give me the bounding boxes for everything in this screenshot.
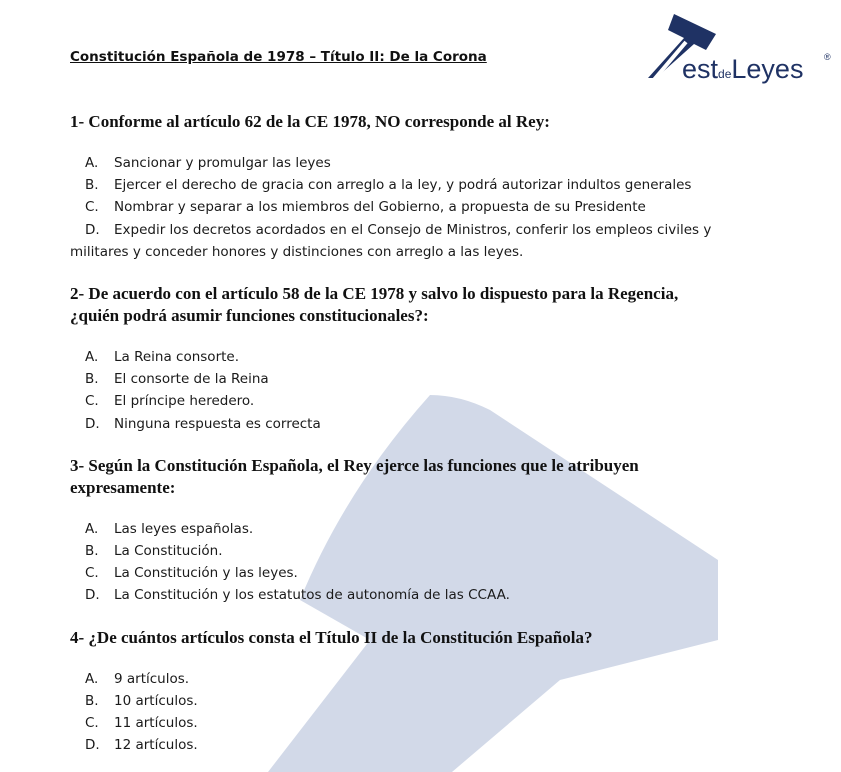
option-b: B. 10 artículos.: [85, 692, 198, 709]
option-c: C. La Constitución y las leyes.: [85, 565, 298, 582]
question-text: 3- Según la Constitución Española, el Rey ejerce las funciones que le atribuyen expresamente:: [70, 455, 639, 497]
option-d: D. Expedir los decretos acordados en el Consejo de Ministros, conferir los empleos civiles y militares y conceder honores y distinciones con arreglo a las leyes.: [70, 219, 720, 263]
question-3: [70, 455, 720, 607]
option-b: B. La Constitución.: [85, 543, 223, 560]
options-list: [70, 668, 720, 757]
testdeleyes-logo: [646, 12, 836, 84]
options-list: [70, 346, 720, 435]
options-list: [70, 152, 720, 263]
registered-mark: ®: [824, 52, 831, 62]
option-d: D. 12 artículos.: [85, 737, 198, 754]
option-c: C. 11 artículos.: [85, 715, 198, 732]
option-c: C. Nombrar y separar a los miembros del Gobierno, a propuesta de su Presidente: [85, 199, 646, 216]
svg-text:estdeLeyes: [682, 54, 803, 84]
option-b: B. El consorte de la Reina: [85, 371, 269, 388]
option-a: A. Sancionar y promulgar las leyes: [85, 155, 331, 171]
logo-text-end: Leyes: [731, 54, 804, 84]
logo-text-main: est: [682, 54, 719, 84]
question-text: 1- Conforme al artículo 62 de la CE 1978, NO corresponde al Rey:: [70, 112, 550, 131]
option-a: A. 9 artículos.: [85, 670, 190, 687]
option-c: C. El príncipe heredero.: [85, 393, 255, 410]
question-list: [70, 111, 720, 756]
question-text: 4- ¿De cuántos artículos consta el Título II de la Constitución Española?: [70, 627, 593, 647]
document-title: Constitución Española de 1978 – Título II: De la Corona: [70, 49, 487, 65]
option-d: D. Ninguna respuesta es correcta: [85, 415, 321, 432]
logo-text-small: de: [718, 67, 732, 81]
option-a: A. Las leyes españolas.: [85, 520, 254, 537]
option-a: A. La Reina consorte.: [85, 349, 240, 366]
option-b: B. Ejercer el derecho de gracia con arreglo a la ley, y podrá autorizar indultos generales: [85, 177, 692, 194]
option-d: D. La Constitución y los estatutos de autonomía de las CCAA.: [85, 587, 510, 604]
question-1: [70, 111, 720, 263]
question-4: [70, 627, 720, 757]
options-list: [70, 518, 720, 607]
option-d-continuation: militares y conceder honores y distinciones con arreglo a las leyes.: [70, 243, 524, 260]
question-2: [70, 283, 720, 435]
question-text: 2- De acuerdo con el artículo 58 de la CE 1978 y salvo lo dispuesto para la Regencia, ¿quién podrá asumir funciones constitucionales?:: [70, 284, 679, 326]
